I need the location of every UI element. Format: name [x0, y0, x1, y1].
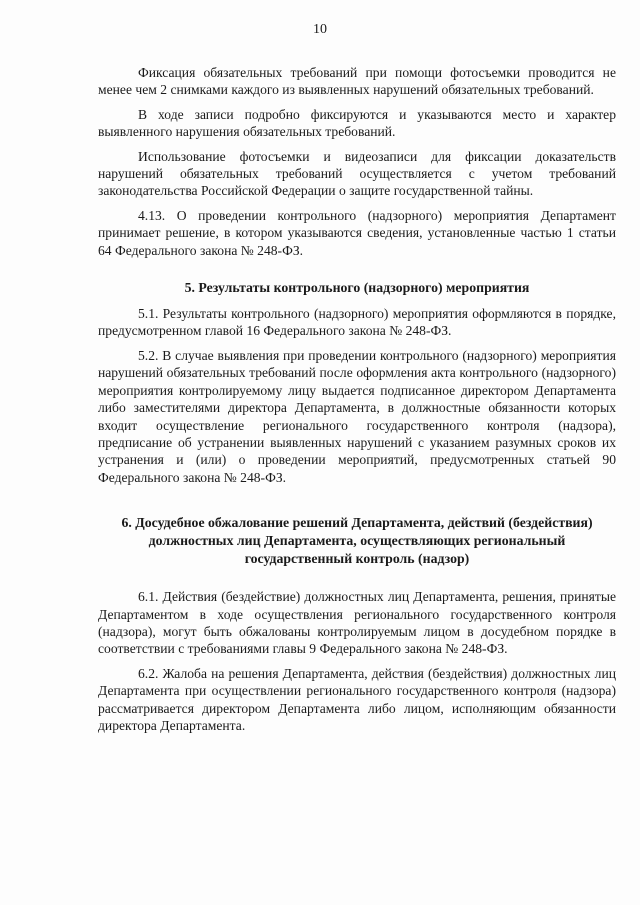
page-number: 10 — [313, 22, 327, 37]
paragraph-5-2: 5.2. В случае выявления при проведении контрольного (надзорного) мероприятия нарушений обязательных требований после оформления акта контрольного (надзорного) мероприятия контролируемому лицу выдается подписанное директором Департамента либо заместителями директора Департамента, в должностные обязанности которых входит осуществление регионального государственного контроля (надзора), предписание об устранении выявленных нарушений с указанием разумных сроков их устранения и (или) о проведении мероприятий, предусмотренных статьей 90 Федерального закона № 248-ФЗ. — [98, 347, 616, 485]
section-5-heading: 5. Результаты контрольного (надзорного) мероприятия — [184, 280, 530, 296]
paragraph-6-2: 6.2. Жалоба на решения Департамента, действия (бездействия) должностных лиц Департамента при осуществлении регионального государственного контроля (надзора) рассматривается директором Департамента либо лицом, исполняющим обязанности директора Департамента. — [98, 665, 616, 733]
paragraph-recording-details: В ходе записи подробно фиксируются и указываются место и характер выявленного нарушения обязательных требований. — [98, 106, 616, 140]
section-6-heading: 6. Досудебное обжалование решений Департамента, действий (бездействия) должностных лиц Департамента, осуществляющих региональный государственный контроль (надзор) — [121, 515, 593, 567]
paragraph-4-13: 4.13. О проведении контрольного (надзорного) мероприятия Департамент принимает решение, в котором указываются сведения, установленные частью 1 статьи 64 Федерального закона № 248-ФЗ. — [98, 207, 616, 258]
paragraph-6-1: 6.1. Действия (бездействие) должностных лиц Департамента, решения, принятые Департаментом в ходе осуществления регионального государственного контроля (надзора), могут быть обжалованы контролируемым лицом в досудебном порядке в соответствии с требованиями главы 9 Федерального закона № 248-ФЗ. — [98, 589, 616, 657]
paragraph-5-1: 5.1. Результаты контрольного (надзорного) мероприятия оформляются в порядке, предусмотренном главой 16 Федерального закона № 248-ФЗ. — [98, 306, 616, 339]
paragraph-state-secret: Использование фотосъемки и видеозаписи для фиксации доказательств нарушений обязательных требований осуществляется с учетом требований законодательства Российской Федерации о защите государственной тайны. — [98, 148, 616, 199]
document-body — [98, 64, 616, 734]
paragraph-photo-fixation: Фиксация обязательных требований при помощи фотосъемки проводится не менее чем 2 снимками каждого из выявленных нарушений обязательных требований. — [98, 65, 616, 98]
